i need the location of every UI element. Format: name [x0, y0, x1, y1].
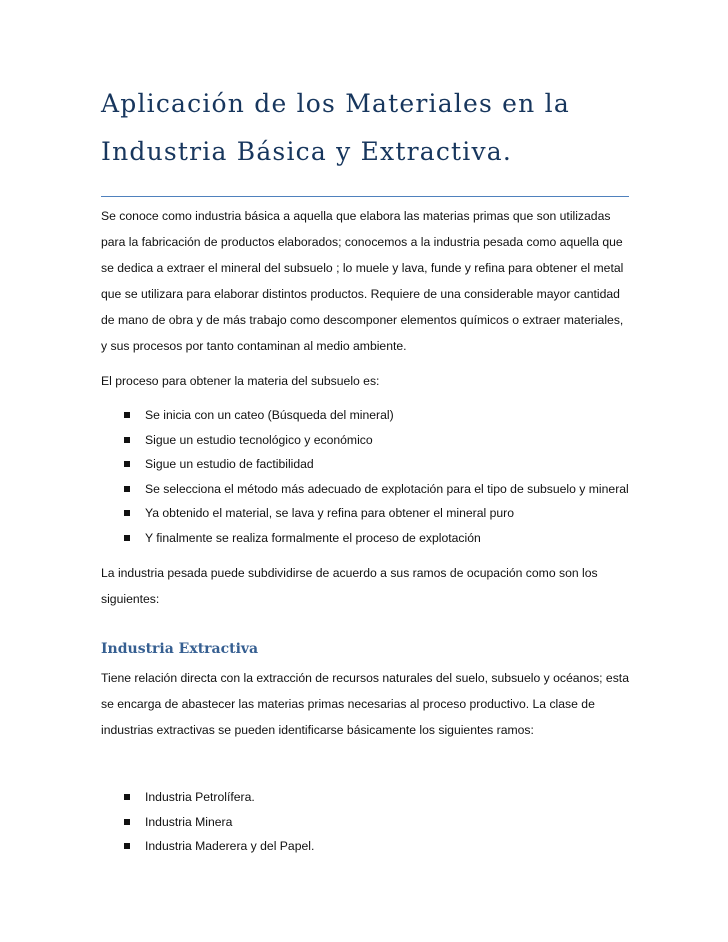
bullet-icon — [124, 412, 130, 418]
subdivision-paragraph: La industria pesada puede subdividirse de acuerdo a sus ramos de ocupación como son los siguientes: — [101, 566, 598, 606]
bullet-icon — [124, 535, 130, 541]
list-item: Se selecciona el método más adecuado de explotación para el tipo de subsuelo y mineral — [101, 477, 629, 502]
list-item: Se inicia con un cateo (Búsqueda del mineral) — [101, 403, 629, 428]
title-line-2: Industria Básica y Extractiva. — [101, 137, 513, 166]
list-item: Industria Minera — [101, 810, 314, 835]
bullet-icon — [124, 486, 130, 492]
list-item: Industria Petrolífera. — [101, 785, 314, 810]
intro-paragraph: Se conoce como industria básica a aquella que elabora las materias primas que son utilizadas para la fabricación de productos elaborados; conocemos a la industria pesada como aquella que se dedica a extraer el mineral del subsuelo ; lo muele y lava, funde y refina para obtener el metal que se utilizara para elaborar distintos productos. Requiere de una considerable mayor cantidad de mano de obra y de más trabajo como descomponer elementos químicos o extraer materiales, y sus procesos por tanto contaminan al medio ambiente. — [101, 209, 624, 353]
bullet-icon — [124, 843, 130, 849]
process-steps-list — [101, 403, 629, 550]
list-item: Y finalmente se realiza formalmente el proceso de explotación — [101, 526, 629, 551]
section-heading: Industria Extractiva — [101, 641, 259, 657]
bullet-icon — [124, 437, 130, 443]
bullet-icon — [124, 819, 130, 825]
bullet-icon — [124, 510, 130, 516]
list-item: Ya obtenido el material, se lava y refina para obtener el mineral puro — [101, 501, 629, 526]
title-divider — [101, 196, 629, 197]
branches-list — [101, 785, 314, 859]
process-intro: El proceso para obtener la materia del subsuelo es: — [101, 374, 380, 388]
bullet-icon — [124, 794, 130, 800]
document-title — [101, 80, 661, 176]
title-line-1: Aplicación de los Materiales en la — [101, 89, 570, 118]
list-item: Sigue un estudio de factibilidad — [101, 452, 629, 477]
extractive-paragraph: Tiene relación directa con la extracción de recursos naturales del suelo, subsuelo y océanos; esta se encarga de abastecer las materias primas necesarias al proceso productivo. La clase de industrias extractivas se pueden identificarse básicamente los siguientes ramos: — [101, 671, 629, 737]
list-item: Sigue un estudio tecnológico y económico — [101, 428, 629, 453]
list-item: Industria Maderera y del Papel. — [101, 834, 314, 859]
bullet-icon — [124, 461, 130, 467]
